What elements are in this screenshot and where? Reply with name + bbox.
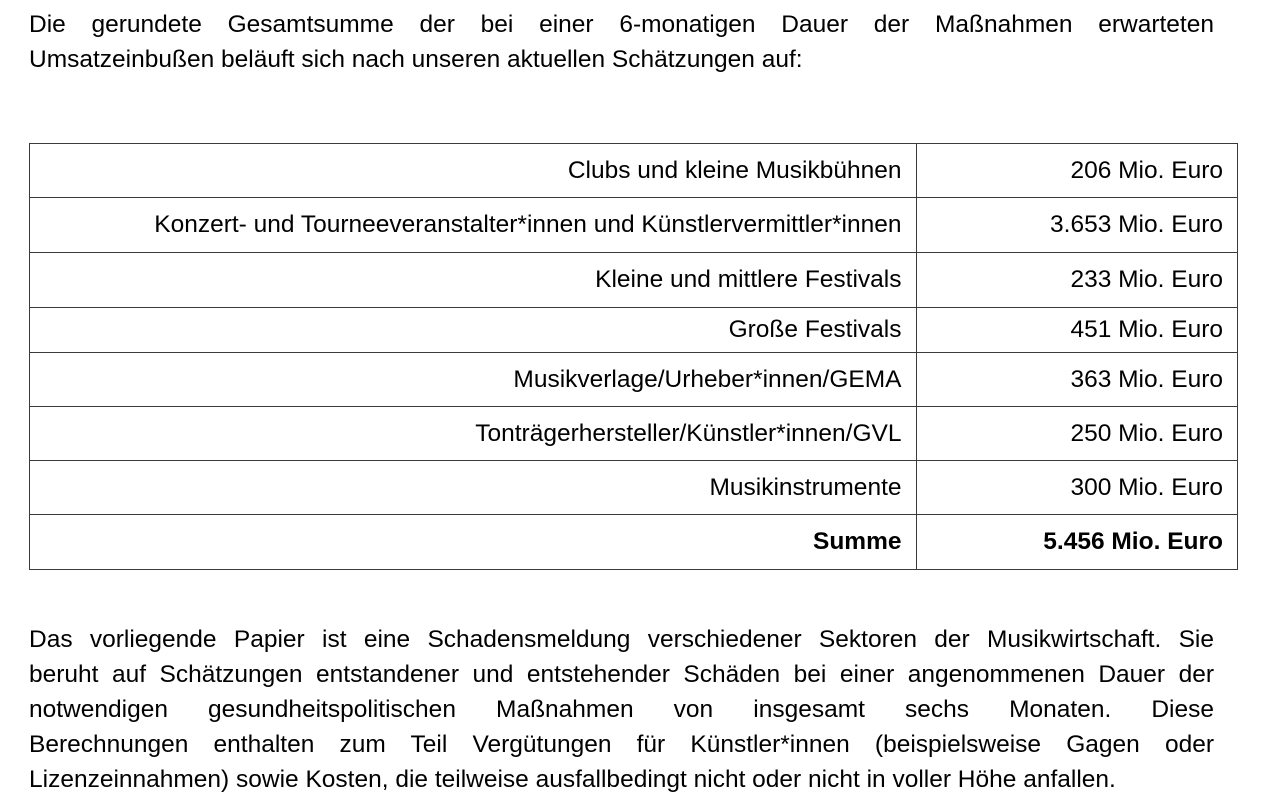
loss-value: 250 Mio. Euro: [916, 407, 1238, 461]
table-row: [30, 198, 1238, 253]
loss-value: 233 Mio. Euro: [916, 253, 1238, 308]
outro-line: beruht auf Schätzungen entstandener und entstehender Schäden bei einer angenommenen Dauer der: [29, 661, 1214, 688]
outro-line: Berechnungen enthalten zum Teil Vergütungen für Künstler*innen (beispielsweise Gagen oder: [29, 731, 1214, 758]
loss-value: 206 Mio. Euro: [916, 144, 1238, 198]
sector-label: Große Festivals: [30, 308, 917, 353]
table-row: [30, 407, 1238, 461]
loss-value: 363 Mio. Euro: [916, 353, 1238, 407]
table-row: [30, 144, 1238, 198]
revenue-loss-table: [29, 143, 1238, 570]
sector-label: Musikverlage/Urheber*innen/GEMA: [30, 353, 917, 407]
loss-value: 3.653 Mio. Euro: [916, 198, 1238, 253]
total-label: Summe: [30, 515, 917, 570]
table-row: [30, 308, 1238, 353]
intro-line: Umsatzeinbußen beläuft sich nach unseren aktuellen Schätzungen auf:: [29, 46, 803, 73]
table-total-row: [30, 515, 1238, 570]
table-row: [30, 353, 1238, 407]
outro-paragraph: [29, 622, 1214, 797]
intro-paragraph: [29, 7, 1214, 77]
outro-line: notwendigen gesundheitspolitischen Maßnahmen von insgesamt sechs Monaten. Diese: [29, 696, 1214, 723]
outro-line: Das vorliegende Papier ist eine Schadensmeldung verschiedener Sektoren der Musikwirtschaft. Sie: [29, 626, 1214, 653]
sector-label: Clubs und kleine Musikbühnen: [30, 144, 917, 198]
total-value: 5.456 Mio. Euro: [916, 515, 1238, 570]
sector-label: Kleine und mittlere Festivals: [30, 253, 917, 308]
loss-value: 300 Mio. Euro: [916, 461, 1238, 515]
sector-label: Konzert- und Tourneeveranstalter*innen und Künstlervermittler*innen: [30, 198, 917, 253]
table-row: [30, 253, 1238, 308]
outro-line: Lizenzeinnahmen) sowie Kosten, die teilweise ausfallbedingt nicht oder nicht in voller Höhe anfallen.: [29, 766, 1116, 793]
sector-label: Musikinstrumente: [30, 461, 917, 515]
table-row: [30, 461, 1238, 515]
intro-line: Die gerundete Gesamtsumme der bei einer 6-monatigen Dauer der Maßnahmen erwarteten: [29, 11, 1214, 38]
loss-value: 451 Mio. Euro: [916, 308, 1238, 353]
sector-label: Tonträgerhersteller/Künstler*innen/GVL: [30, 407, 917, 461]
